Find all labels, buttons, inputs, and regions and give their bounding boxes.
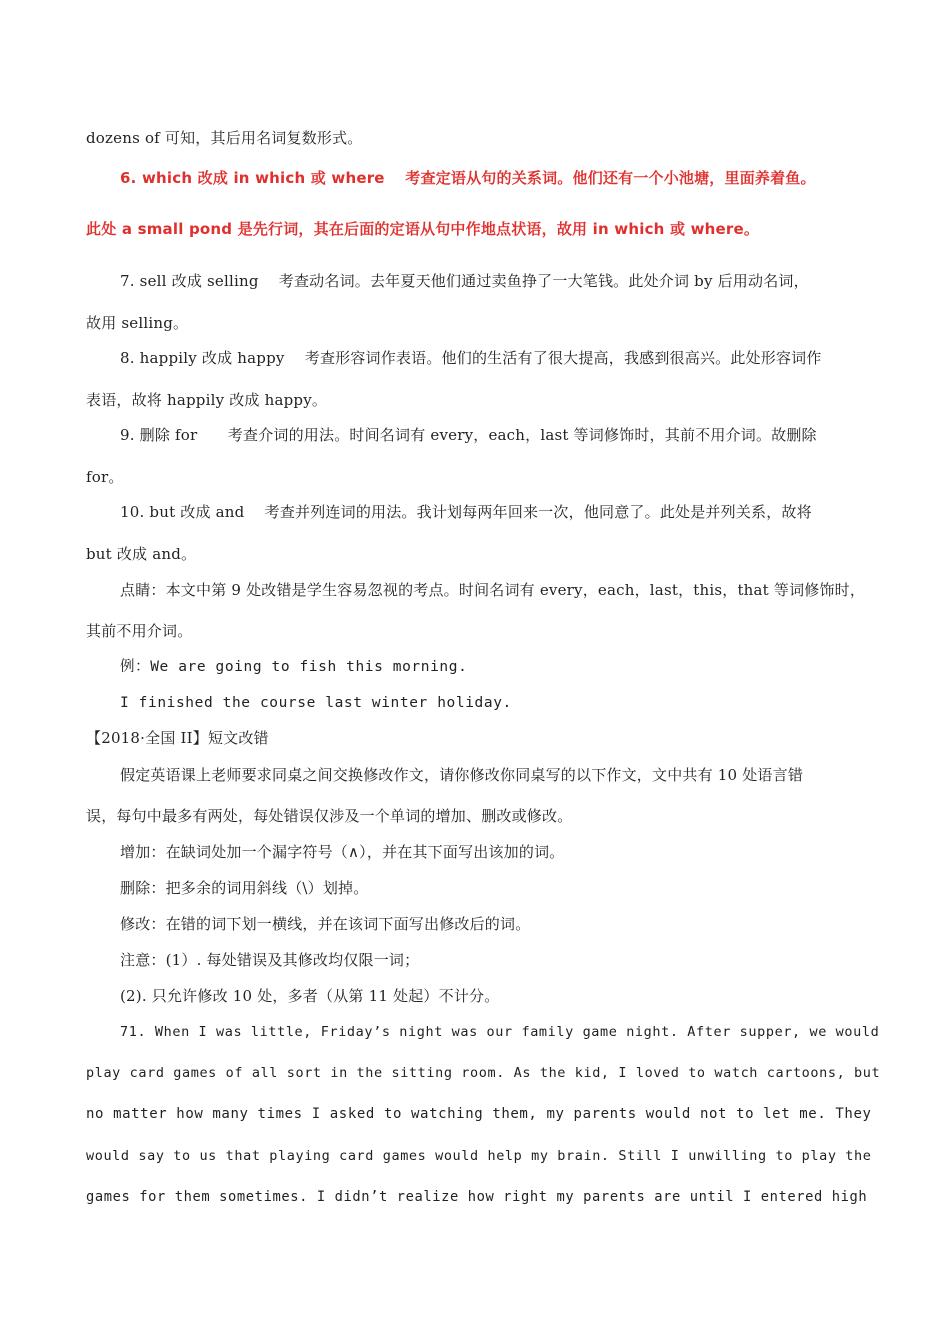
instruction-line: 假定英语课上老师要求同桌之间交换修改作文，请你修改你同桌写的以下作文，文中共有 10 处语言错: [120, 766, 804, 784]
text-line: dozens of 可知，其后用名词复数形式。: [86, 129, 363, 147]
answer-8-line: 8. happily 改成 happy 考查形容词作表语。他们的生活有了很大提高，我感到很高兴。此处形容词作: [120, 349, 822, 367]
note-line: (2). 只允许修改 10 处，多者（从第 11 处起）不计分。: [120, 987, 500, 1005]
answer-9-line: 9. 删除 for 考查介词的用法。时间名词有 every，each，last 等词修饰时，其前不用介词。故删除: [120, 426, 817, 444]
instruction-line: 删除：把多余的词用斜线（\）划掉。: [120, 879, 369, 897]
example-line: I finished the course last winter holiday.: [120, 695, 512, 711]
section-heading: 【2018·全国 II】短文改错: [86, 729, 269, 747]
text-line: 故用 selling。: [86, 314, 189, 332]
answer-7-line: 7. sell 改成 selling 考查动名词。去年夏天他们通过卖鱼挣了一大笔钱。此处介词 by 后用动名词，: [120, 272, 809, 290]
passage-line: 71. When I was little, Friday’s night was our family game night. After supper, we would: [120, 1024, 880, 1040]
answer-6-explanation: 此处 a small pond 是先行词，其在后面的定语从句中作地点状语，故用 in which 或 where。: [86, 220, 760, 238]
example-line: 例：We are going to fish this morning.: [120, 659, 468, 675]
instruction-line: 修改：在错的词下划一横线，并在该词下面写出修改后的词。: [120, 915, 531, 933]
instruction-line: 增加：在缺词处加一个漏字符号（∧），并在其下面写出该加的词。: [120, 843, 565, 861]
tip-line: 点睛：本文中第 9 处改错是学生容易忽视的考点。时间名词有 every，each，last，this，that 等词修饰时，: [120, 581, 866, 599]
text-line: for。: [86, 468, 124, 486]
passage-line: no matter how many times I asked to watching them, my parents would not to let me. They: [86, 1106, 872, 1122]
text-line: 其前不用介词。: [86, 622, 193, 640]
instruction-line: 误，每句中最多有两处，每处错误仅涉及一个单词的增加、删改或修改。: [86, 807, 573, 825]
passage-line: games for them sometimes. I didn’t realize how right my parents are until I entered high: [86, 1189, 868, 1205]
passage-line: would say to us that playing card games would help my brain. Still I unwilling to play the: [86, 1148, 872, 1164]
note-line: 注意：(1）. 每处错误及其修改均仅限一词；: [120, 951, 420, 969]
text-line: 表语，故将 happily 改成 happy。: [86, 391, 328, 409]
text-line: but 改成 and。: [86, 545, 197, 563]
answer-6-line: 6. which 改成 in which 或 where 考查定语从句的关系词。他们还有一个小池塘，里面养着鱼。: [120, 169, 816, 187]
passage-line: play card games of all sort in the sitting room. As the kid, I loved to watch cartoons, but: [86, 1065, 881, 1081]
answer-10-line: 10. but 改成 and 考查并列连词的用法。我计划每两年回来一次，他同意了。此处是并列关系，故将: [120, 503, 812, 521]
